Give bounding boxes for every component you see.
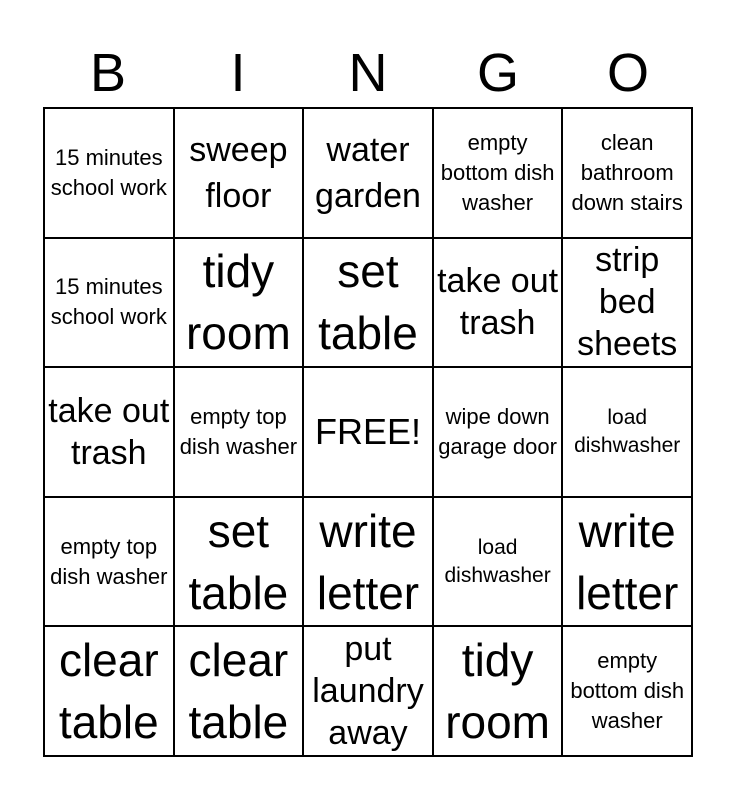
bingo-cell[interactable] — [562, 497, 692, 627]
cell-text: write letter — [576, 504, 679, 619]
header-letter-o: O — [606, 43, 649, 103]
cell-text: tidy room — [445, 634, 550, 749]
bingo-cell[interactable] — [174, 626, 304, 756]
cell-text: empty top dish washer — [50, 533, 168, 589]
cell-text: empty bottom dish washer — [570, 648, 685, 734]
cell-text: clear table — [58, 634, 159, 749]
bingo-cell[interactable] — [303, 497, 433, 627]
cell-text: clean bathroom down stairs — [571, 129, 683, 215]
bingo-cell[interactable] — [562, 108, 692, 238]
bingo-cell[interactable] — [303, 108, 433, 238]
bingo-grid — [43, 107, 693, 757]
cell-text: clear table — [188, 634, 289, 749]
bingo-cell[interactable] — [562, 626, 692, 756]
bingo-cell[interactable] — [174, 108, 304, 238]
cell-text: empty top dish washer — [179, 403, 298, 459]
free-space-cell[interactable] — [303, 367, 433, 497]
bingo-cell[interactable] — [562, 238, 692, 368]
cell-text: 15 minutes school work — [50, 274, 167, 330]
cell-text: take out trash — [48, 391, 170, 472]
bingo-cell[interactable] — [174, 367, 304, 497]
bingo-cell[interactable] — [433, 238, 563, 368]
header-letter-i: I — [230, 43, 246, 103]
cell-text: put laundry away — [312, 630, 424, 753]
cell-text: write letter — [316, 504, 420, 619]
bingo-cell[interactable] — [433, 497, 563, 627]
bingo-cell[interactable] — [433, 626, 563, 756]
bingo-header — [43, 40, 693, 106]
cell-text: empty bottom dish washer — [440, 129, 555, 215]
bingo-cell[interactable] — [44, 626, 174, 756]
cell-text: strip bed sheets — [577, 241, 678, 364]
cell-text: load dishwasher — [574, 405, 681, 457]
cell-text: set table — [318, 245, 418, 360]
bingo-cell[interactable] — [562, 367, 692, 497]
bingo-cell[interactable] — [44, 238, 174, 368]
cell-text: sweep floor — [189, 130, 288, 215]
cell-text: 15 minutes school work — [50, 144, 167, 200]
header-letter-n: N — [348, 43, 388, 103]
cell-text: set table — [188, 504, 289, 619]
free-space-text: FREE! — [314, 410, 421, 452]
bingo-cell[interactable] — [303, 238, 433, 368]
bingo-cell[interactable] — [174, 238, 304, 368]
bingo-cell[interactable] — [44, 367, 174, 497]
header-letter-b: B — [89, 43, 127, 103]
cell-text: tidy room — [185, 245, 291, 360]
header-letter-g: G — [476, 43, 519, 103]
cell-text: load dishwasher — [444, 535, 551, 587]
cell-text: take out trash — [437, 262, 559, 343]
bingo-cell[interactable] — [303, 626, 433, 756]
bingo-cell[interactable] — [433, 108, 563, 238]
bingo-cell[interactable] — [44, 497, 174, 627]
bingo-cell[interactable] — [174, 497, 304, 627]
bingo-cell[interactable] — [433, 367, 563, 497]
bingo-cell[interactable] — [44, 108, 174, 238]
cell-text: water garden — [315, 130, 421, 215]
cell-text: wipe down garage door — [438, 403, 557, 459]
